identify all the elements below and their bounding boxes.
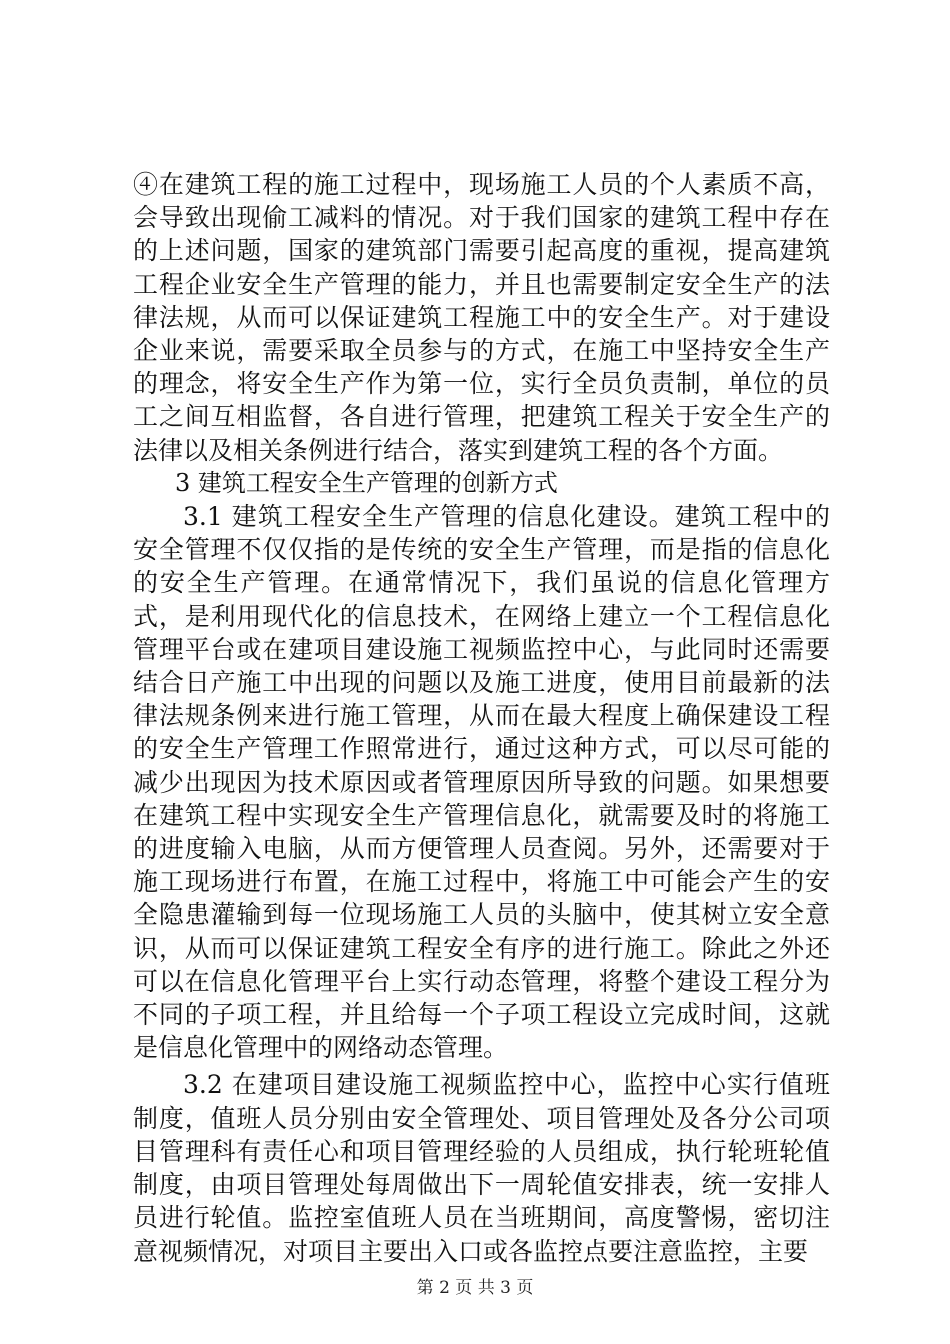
paragraph-3-2: 3.2 在建项目建设施工视频监控中心，监控中心实行值班制度，值班人员分别由安全管理处、项目管理处及各分公司项目管理科有责任心和项目管理经验的人员组成，执行轮班轮值制度，由项目管理处每周做出下一周轮值安排表，统一安排人员进行轮值。监控室值班人员在当班期间，高度警惕，密切注意视频情况，对项目主要出入口或各监控点要注意监控，主要 [133,1070,830,1266]
document-body [133,168,830,1268]
section-heading-3: 3 建筑工程安全生产管理的创新方式 [175,468,558,497]
paragraph-safety-issues: ④在建筑工程的施工过程中，现场施工人员的个人素质不高，会导致出现偷工减料的情况。对于我们国家的建筑工程中存在的上述问题，国家的建筑部门需要引起高度的重视，提高建筑工程企业安全生产管理的能力，并且也需要制定安全生产的法律法规，从而可以保证建筑工程施工中的安全生产。对于建设企业来说，需要采取全员参与的方式，在施工中坚持安全生产的理念，将安全生产作为第一位，实行全员负责制，单位的员工之间互相监督，各自进行管理，把建筑工程关于安全生产的法律以及相关条例进行结合，落实到建筑工程的各个方面。 [133,170,830,465]
page-footer: 第 2 页 共 3 页 [416,1278,534,1298]
paragraph-3-1: 3.1 建筑工程安全生产管理的信息化建设。建筑工程中的安全管理不仅仅指的是传统的安全生产管理，而是指的信息化的安全生产管理。在通常情况下，我们虽说的信息化管理方式，是利用现代化的信息技术，在网络上建立一个工程信息化管理平台或在建项目建设施工视频监控中心，与此同时还需要结合日产施工中出现的问题以及施工进度，使用目前最新的法律法规条例来进行施工管理，从而在最大程度上确保建设工程的安全生产管理工作照常进行，通过这种方式，可以尽可能的减少出现因为技术原因或者管理原因所导致的问题。如果想要在建筑工程中实现安全生产管理信息化，就需要及时的将施工的进度输入电脑，从而方便管理人员查阅。另外，还需要对于施工现场进行布置，在施工过程中，将施工中可能会产生的安全隐患灌输到每一位现场施工人员的头脑中，使其树立安全意识，从而可以保证建筑工程安全有序的进行施工。除此之外还可以在信息化管理平台上实行动态管理，将整个建设工程分为不同的子项工程，并且给每一个子项工程设立完成时间，这就是信息化管理中的网络动态管理。 [133,502,830,1063]
